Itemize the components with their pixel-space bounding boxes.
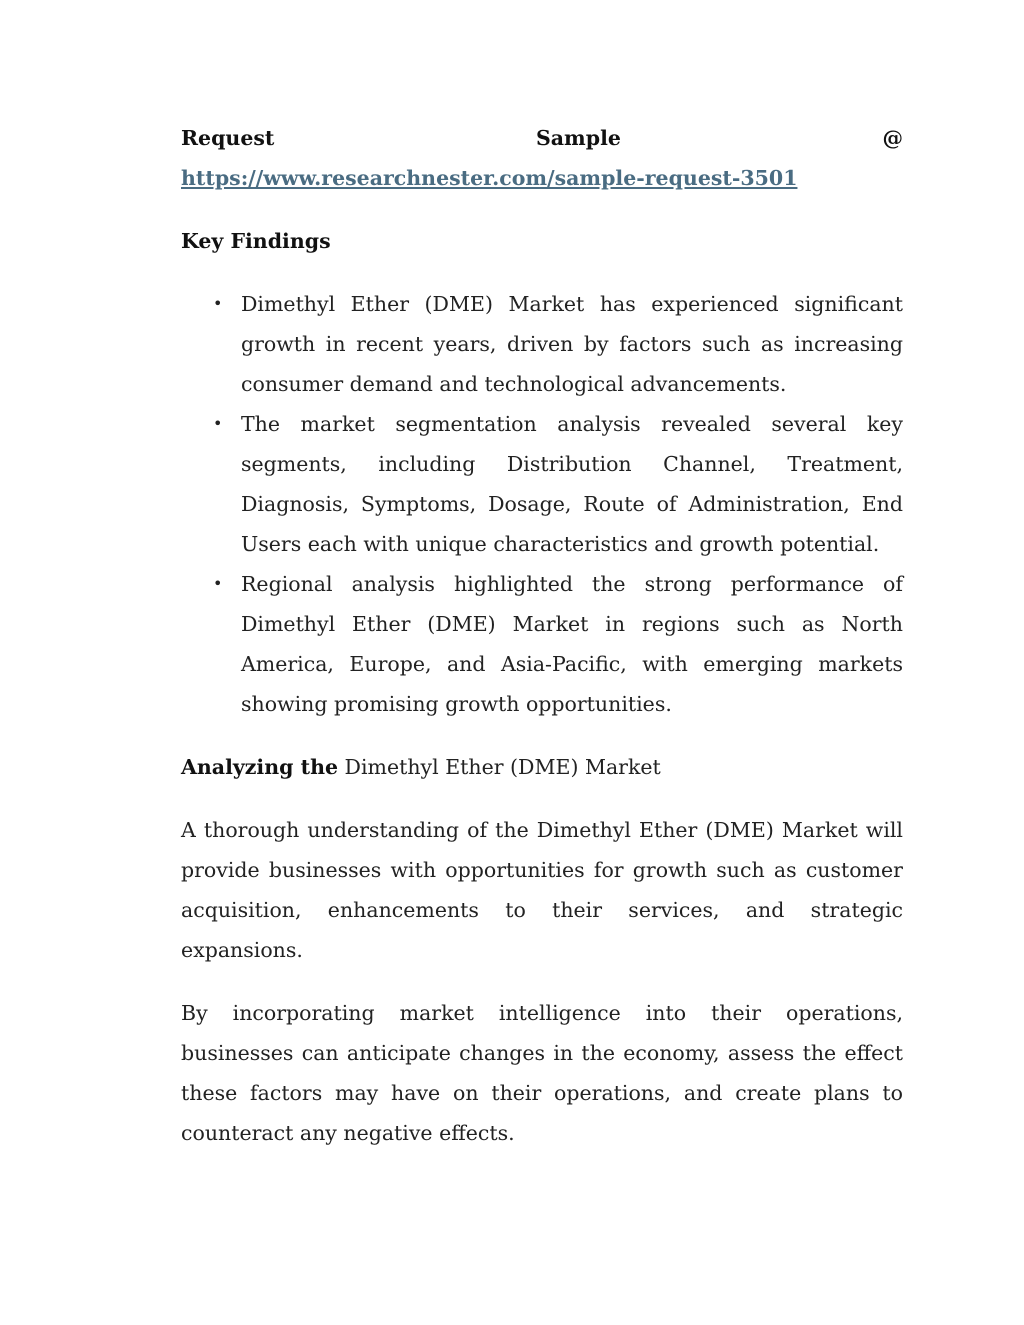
request-word: Request (181, 126, 275, 150)
document-content (181, 118, 903, 1153)
bullet-icon: • (213, 574, 223, 593)
bullet-icon: • (213, 414, 223, 433)
list-item (213, 564, 903, 724)
finding-text: Regional analysis highlighted the strong performance of Dimethyl Ether (DME) Market in regions such as North America, Europe, and Asia-Pacific, with emerging markets showing promising growth opportunities. (241, 572, 903, 716)
list-item (213, 404, 903, 564)
analyzing-bold: Analyzing the (181, 755, 339, 779)
sample-request-link[interactable]: https://www.researchnester.com/sample-request-3501 (181, 166, 798, 190)
finding-text: Dimethyl Ether (DME) Market has experienced significant growth in recent years, driven by factors such as increasing consumer demand and technological advancements. (241, 292, 903, 396)
analyzing-heading (181, 747, 903, 787)
sample-word: Sample (535, 126, 621, 150)
key-findings-heading: Key Findings (181, 229, 331, 253)
bullet-icon: • (213, 294, 223, 313)
key-findings-list (181, 284, 903, 724)
list-item (213, 284, 903, 404)
finding-text: The market segmentation analysis revealed several key segments, including Distribution Channel, Treatment, Diagnosis, Symptoms, Dosage, Route of Administration, End Users each with unique characteristics and growth potential. (241, 412, 903, 556)
paragraph-intelligence: By incorporating market intelligence into their operations, businesses can anticipate changes in the economy, assess the effect these factors may have on their operations, and create plans to counteract any negative effects. (181, 1001, 903, 1145)
at-symbol: @ (882, 126, 903, 150)
paragraph-understanding: A thorough understanding of the Dimethyl Ether (DME) Market will provide businesses with opportunities for growth such as customer acquisition, enhancements to their services, and strategic expansions. (181, 818, 903, 962)
request-sample-line (181, 118, 903, 158)
analyzing-rest: Dimethyl Ether (DME) Market (344, 755, 661, 779)
